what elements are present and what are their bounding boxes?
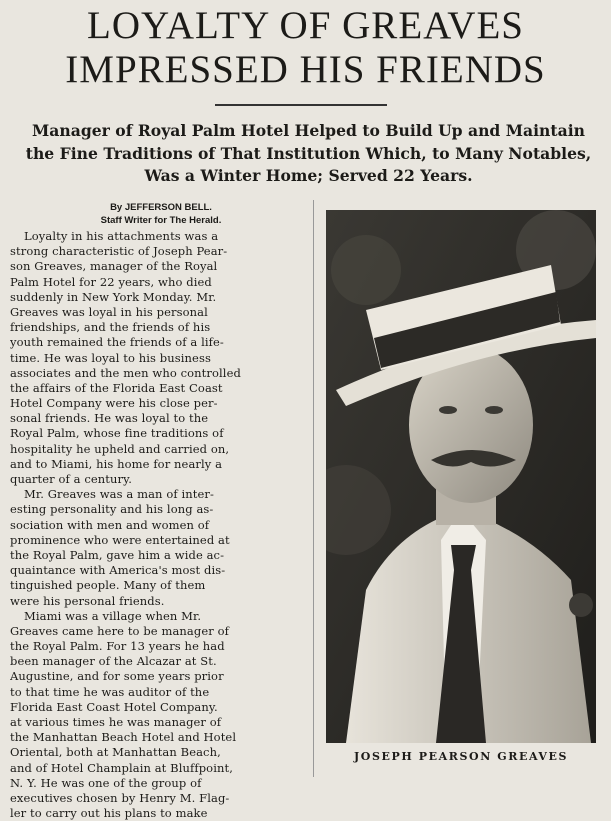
article-line: Florida East Coast Hotel Company. (10, 699, 218, 714)
byline-author: By JEFFERSON BELL. (110, 202, 212, 213)
article-line: ler to carry out his plans to make (10, 806, 208, 821)
article-line: executives chosen by Henry M. Flag- (10, 790, 230, 805)
article-line: suddenly in New York Monday. Mr. (10, 289, 217, 304)
article-line: Mr. Greaves was a man of inter- (24, 487, 214, 502)
article-line: sonal friends. He was loyal to the (10, 411, 209, 426)
column-divider (313, 200, 314, 777)
article-line: hospitality he upheld and carried on, (10, 441, 230, 456)
article-line: tinguished people. Many of them (10, 578, 206, 593)
subheadline-line-1: Manager of Royal Palm Hotel Helped to Build Up and Maintain (32, 121, 585, 140)
article-line: Greaves was loyal in his personal (10, 304, 208, 319)
article-line: Loyalty in his attachments was a (24, 229, 219, 243)
article-line: Augustine, and for some years prior (10, 669, 224, 684)
article-line: the Royal Palm, gave him a wide ac- (10, 547, 225, 562)
article-line: son Greaves, manager of the Royal (10, 259, 218, 274)
article-body (10, 229, 308, 821)
article-line: Palm Hotel for 22 years, who died (10, 274, 212, 289)
article-line: quarter of a century. (10, 472, 132, 486)
article-line: prominence who were entertained at (10, 532, 230, 547)
article-line: and of Hotel Champlain at Bluffpoint, (10, 760, 233, 775)
article-line: Miami was a village when Mr. (24, 608, 202, 623)
article-line: N. Y. He was one of the group of (10, 775, 202, 790)
article-line: the Royal Palm. For 13 years he had (10, 639, 225, 654)
article-line: sociation with men and women of (10, 517, 210, 532)
article-line: were his personal friends. (10, 593, 165, 608)
article-line: Oriental, both at Manhattan Beach, (10, 745, 221, 760)
article-line: to that time he was auditor of the (10, 684, 210, 699)
headline-line-2: IMPRESSED HIS FRIENDS (65, 48, 546, 91)
photo-caption: JOSEPH PEARSON GREAVES (353, 750, 569, 763)
article-line: the affairs of the Florida East Coast (10, 380, 223, 395)
headline-line-1: LOYALTY OF GREAVES (87, 4, 524, 47)
article-line: at various times he was manager of (10, 715, 222, 729)
article-line: youth remained the friends of a life- (10, 335, 224, 350)
article-line: and to Miami, his home for nearly a (10, 456, 223, 471)
article-line: Greaves came here to be manager of (10, 623, 229, 638)
headline (0, 4, 611, 92)
subheadline-line-3: Was a Winter Home; Served 22 Years. (144, 166, 473, 185)
article-line: friendships, and the friends of his (10, 320, 211, 335)
portrait-illustration (326, 210, 596, 743)
article-line: the Manhattan Beach Hotel and Hotel (10, 730, 237, 745)
article-line: Hotel Company were his close per- (10, 396, 218, 411)
article-line: associates and the men who controlled (10, 365, 241, 380)
subheadline-line-2: the Fine Traditions of That Institution Which, to Many Notables, (25, 143, 592, 163)
article-line: been manager of the Alcazar at St. (10, 654, 217, 669)
byline-role: Staff Writer for The Herald. (100, 215, 222, 226)
article-line: strong characteristic of Joseph Pear- (10, 244, 228, 259)
byline (10, 201, 312, 227)
portrait-photo (326, 210, 596, 743)
headline-divider (215, 104, 387, 106)
subheadline (10, 120, 607, 188)
article-line: Royal Palm, whose fine traditions of (10, 426, 224, 441)
article-line: esting personality and his long as- (10, 502, 214, 517)
article-line: quaintance with America's most dis- (10, 563, 226, 578)
article-line: time. He was loyal to his business (10, 350, 211, 365)
